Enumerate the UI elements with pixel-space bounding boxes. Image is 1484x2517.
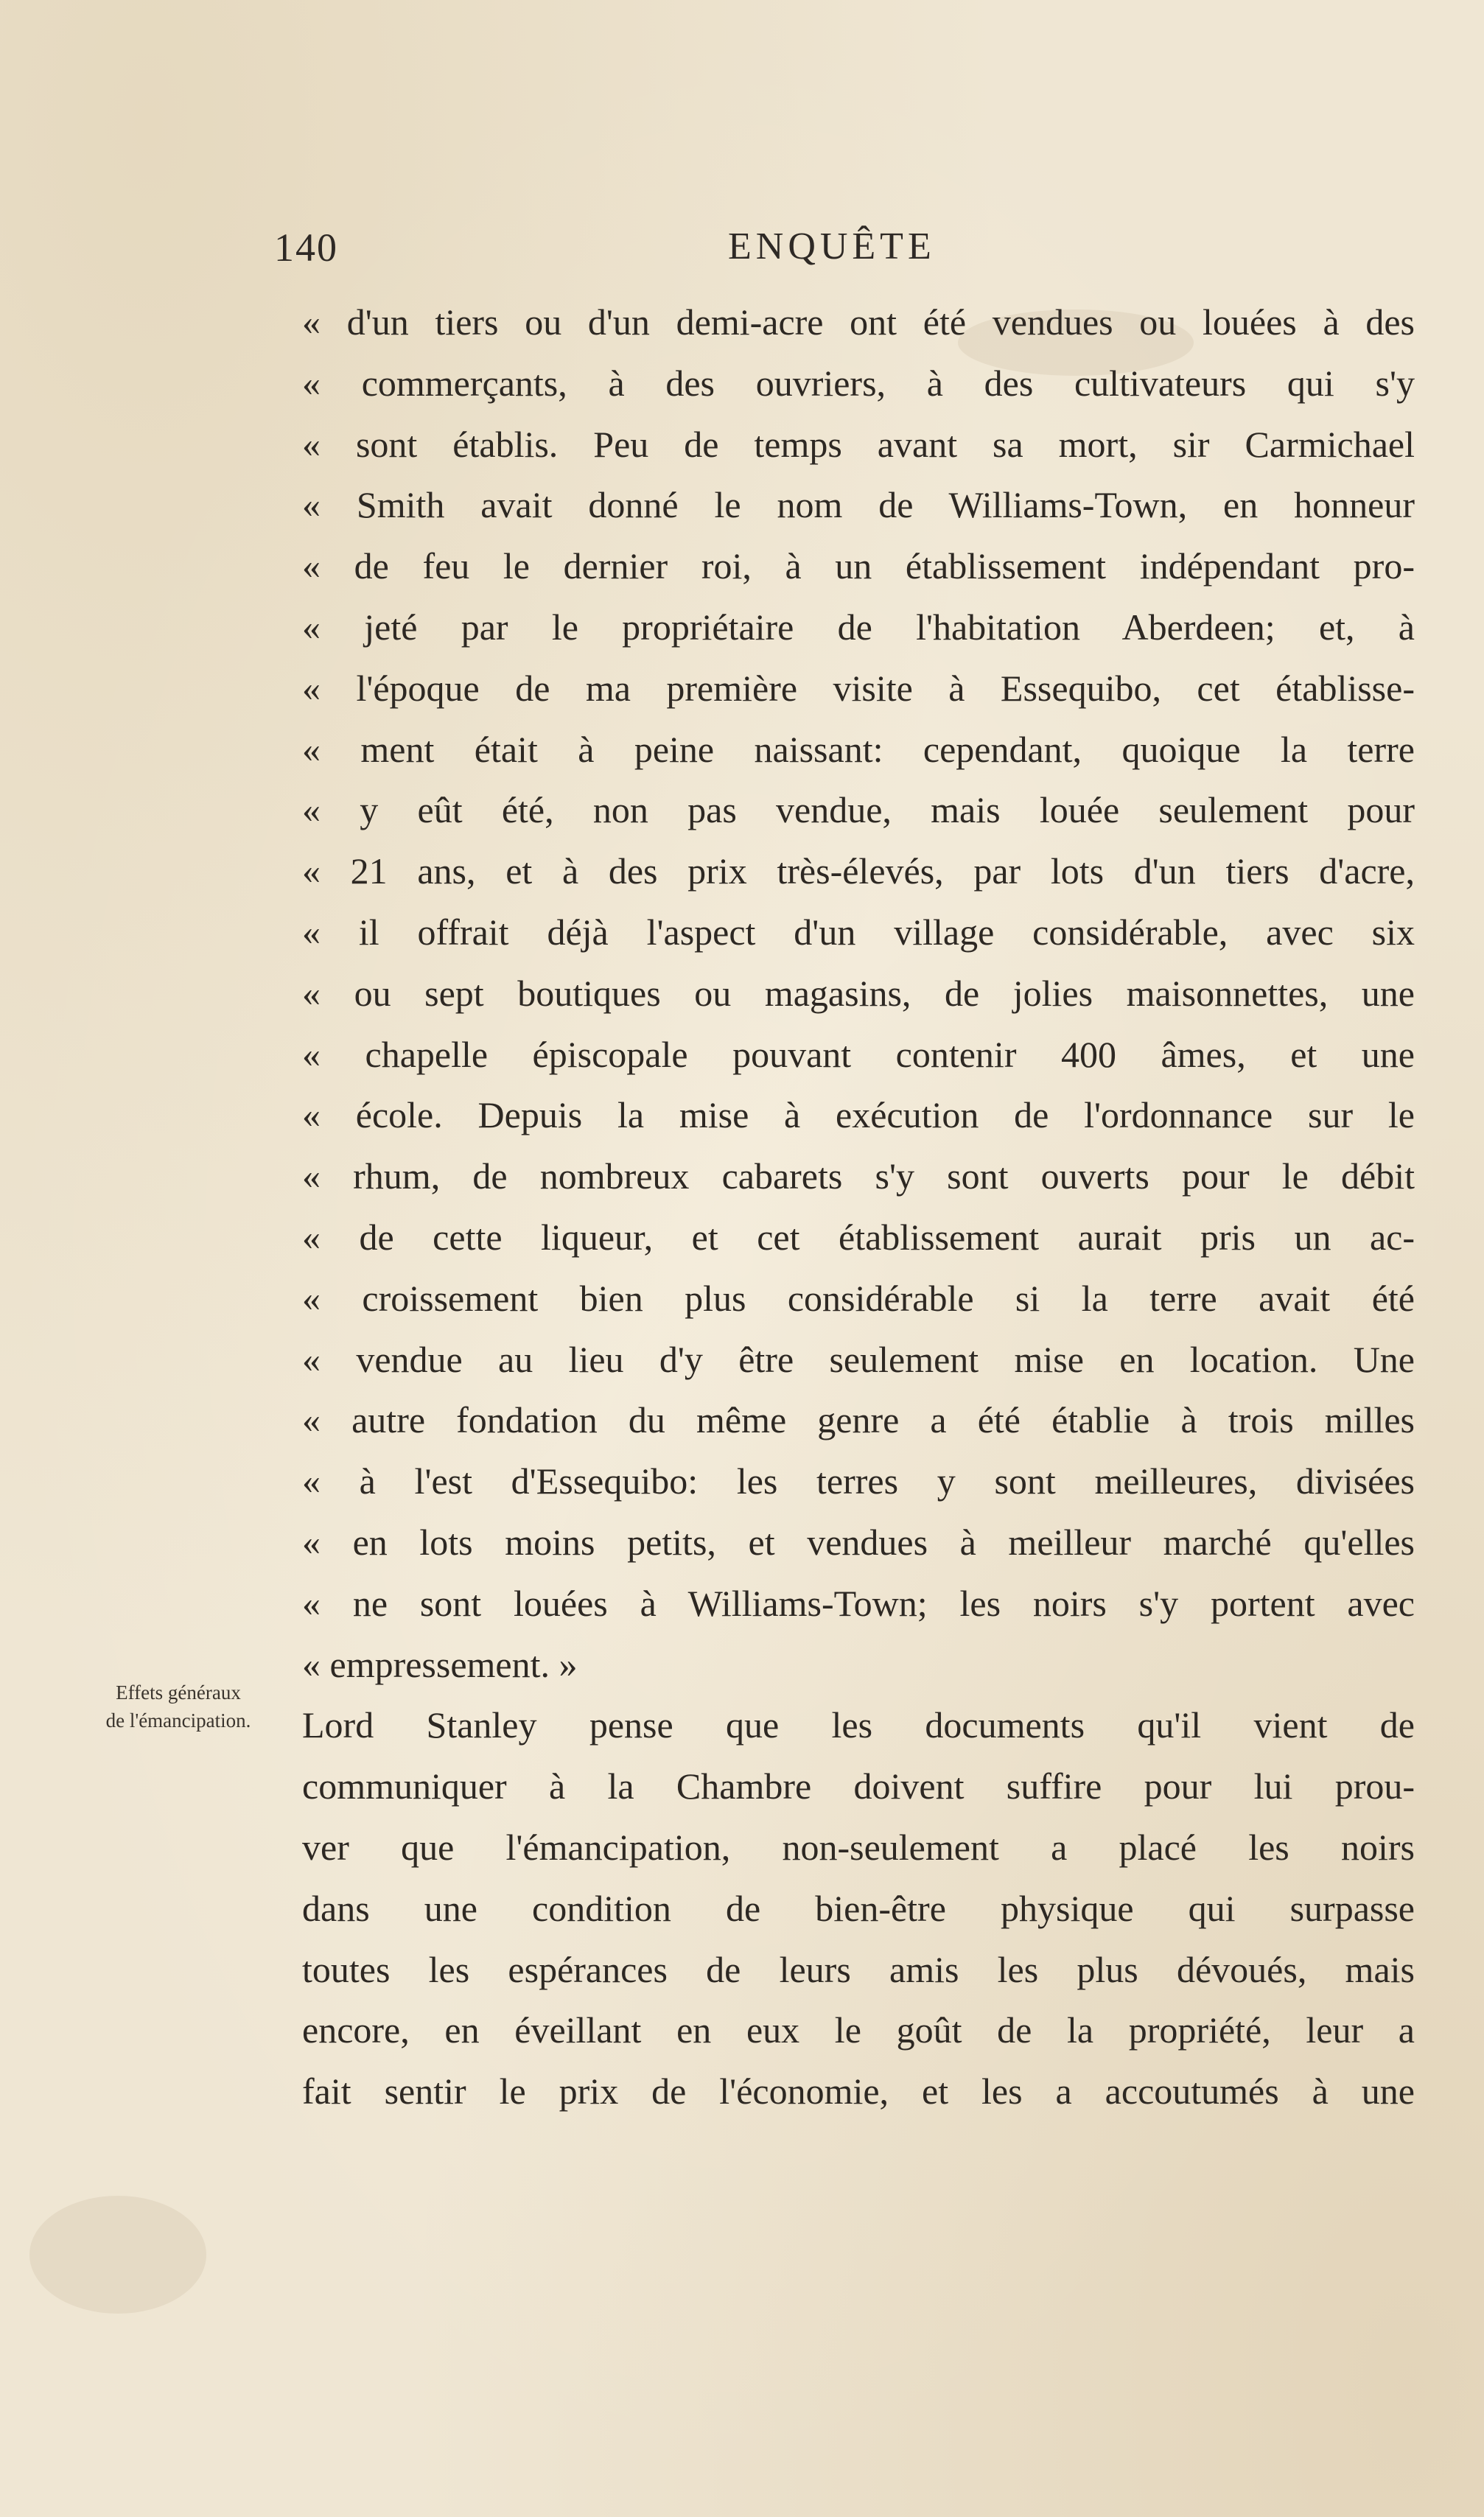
margin-note: [68, 1678, 289, 1734]
body-text: [302, 292, 1415, 2122]
text-line: « autre fondation du même genre a été établie à trois milles: [302, 1399, 1415, 1441]
text-line: « d'un tiers ou d'un demi-acre ont été vendues ou louées à des: [302, 301, 1415, 343]
text-line: « 21 ans, et à des prix très-élevés, par lots d'un tiers d'acre,: [302, 850, 1415, 892]
text-line: fait sentir le prix de l'économie, et les a accoutumés à une: [302, 2070, 1415, 2112]
text-line: ver que l'émancipation, non-seulement a placé les noirs: [302, 1826, 1415, 1868]
text-line: « croissement bien plus considérable si la terre avait été: [302, 1277, 1415, 1319]
text-line: « à l'est d'Essequibo: les terres y sont meilleures, divisées: [302, 1460, 1415, 1502]
paragraph-start-line: Lord Stanley pense que les documents qu'il vient de: [302, 1704, 1415, 1746]
text-line: « ou sept boutiques ou magasins, de jolies maisonnettes, une: [302, 972, 1415, 1014]
margin-note-line: Effets généraux: [116, 1681, 241, 1704]
text-line: « commerçants, à des ouvriers, à des cultivateurs qui s'y: [302, 362, 1415, 404]
text-line: « de cette liqueur, et cet établissement aurait pris un ac-: [302, 1216, 1415, 1258]
text-line: « de feu le dernier roi, à un établissement indépendant pro-: [302, 545, 1415, 587]
page-header: [274, 225, 967, 291]
text-line: « ne sont louées à Williams-Town; les noirs s'y portent avec: [302, 1582, 1415, 1624]
margin-note-line: de l'émancipation.: [105, 1709, 251, 1732]
text-line: « il offrait déjà l'aspect d'un village considérable, avec six: [302, 911, 1415, 953]
text-line: « école. Depuis la mise à exécution de l'ordonnance sur le: [302, 1094, 1415, 1136]
text-line: toutes les espérances de leurs amis les plus dévoués, mais: [302, 1948, 1415, 1990]
page-number: 140: [274, 225, 338, 270]
text-line: « chapelle épiscopale pouvant contenir 400 âmes, et une: [302, 1033, 1415, 1075]
text-line: « vendue au lieu d'y être seulement mise en location. Une: [302, 1338, 1415, 1380]
paper-stain: [29, 2196, 206, 2314]
text-line: « y eût été, non pas vendue, mais louée seulement pour: [302, 789, 1415, 831]
text-line: « sont établis. Peu de temps avant sa mort, sir Carmichael: [302, 423, 1415, 465]
running-title: ENQUÊTE: [728, 225, 936, 267]
text-line: « jeté par le propriétaire de l'habitation Aberdeen; et, à: [302, 606, 1415, 648]
text-line: « rhum, de nombreux cabarets s'y sont ouverts pour le débit: [302, 1155, 1415, 1197]
text-line: « en lots moins petits, et vendues à meilleur marché qu'elles: [302, 1521, 1415, 1563]
text-line: encore, en éveillant en eux le goût de la propriété, leur a: [302, 2009, 1415, 2051]
text-line: « l'époque de ma première visite à Essequibo, cet établisse-: [302, 667, 1415, 709]
text-line: « ment était à peine naissant: cependant, quoique la terre: [302, 728, 1415, 770]
text-line: dans une condition de bien-être physique qui surpasse: [302, 1887, 1415, 1929]
text-line: « empressement. »: [302, 1643, 578, 1685]
text-line: communiquer à la Chambre doivent suffire pour lui prou-: [302, 1765, 1415, 1807]
text-line: « Smith avait donné le nom de Williams-Town, en honneur: [302, 484, 1415, 526]
